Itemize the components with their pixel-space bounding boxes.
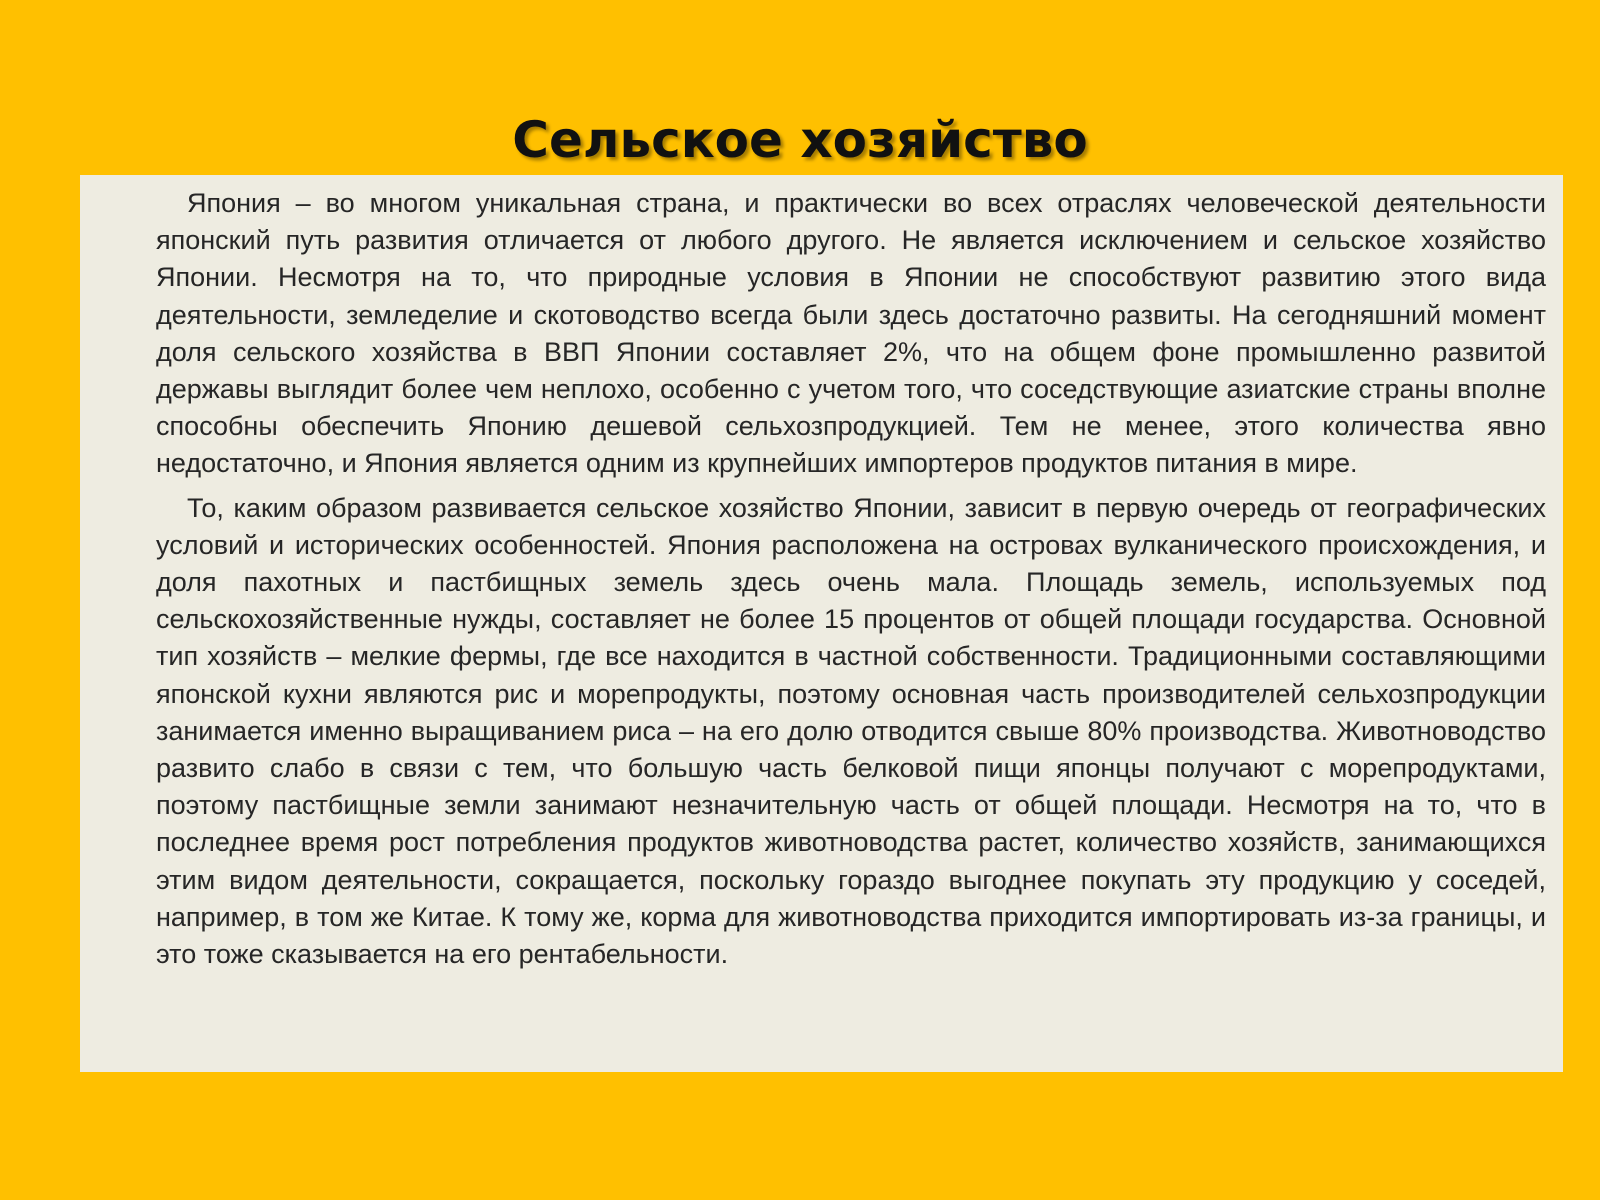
paragraph-2: То, каким образом развивается сельское хозяйство Японии, зависит в первую очередь от географических условий и исторических особенностей. Япония расположена на островах вулканического происхождения, и доля пахотных и пастбищных земель здесь очень мала. Площадь земель, используемых под сельскохозяйственные нужды, составляет не более 15 процентов от общей площади государства. Основной тип хозяйств – мелкие фермы, где все находится в частной собственности. Традиционными составляющими японской кухни являются рис и морепродукты, поэтому основная часть производителей сельхозпродукции занимается именно выращиванием риса – на его долю отводится свыше 80% производства. Животноводство развито слабо в связи с тем, что большую часть белковой пищи японцы получают с морепродуктами, поэтому пастбищные земли занимают незначительную часть от общей площади. Несмотря на то, что в последнее время рост потребления продуктов животноводства растет, количество хозяйств, занимающихся этим видом деятельности, сокращается, поскольку гораздо выгоднее покупать эту продукцию у соседей, например, в том же Китае. К тому же, корма для животноводства приходится импортировать из-за границы, и это тоже сказывается на его рентабельности.: [156, 492, 1546, 970]
content-box: [80, 175, 1563, 1072]
body-text: [156, 185, 1546, 973]
slide-title: Сельское хозяйство: [512, 111, 1088, 169]
paragraph-1: Япония – во многом уникальная страна, и практически во всех отраслях человеческой деятельности японский путь развития отличается от любого другого. Не является исключением и сельское хозяйство Японии. Несмотря на то, что природные условия в Японии не способствуют развитию этого вида деятельности, земледелие и скотоводство всегда были здесь достаточно развиты. На сегодняшний момент доля сельского хозяйства в ВВП Японии составляет 2%, что на общем фоне промышленно развитой державы выглядит более чем неплохо, особенно с учетом того, что соседствующие азиатские страны вполне способны обеспечить Японию дешевой сельхозпродукцией. Тем не менее, этого количества явно недостаточно, и Япония является одним из крупнейших импортеров продуктов питания в мире.: [156, 188, 1546, 479]
